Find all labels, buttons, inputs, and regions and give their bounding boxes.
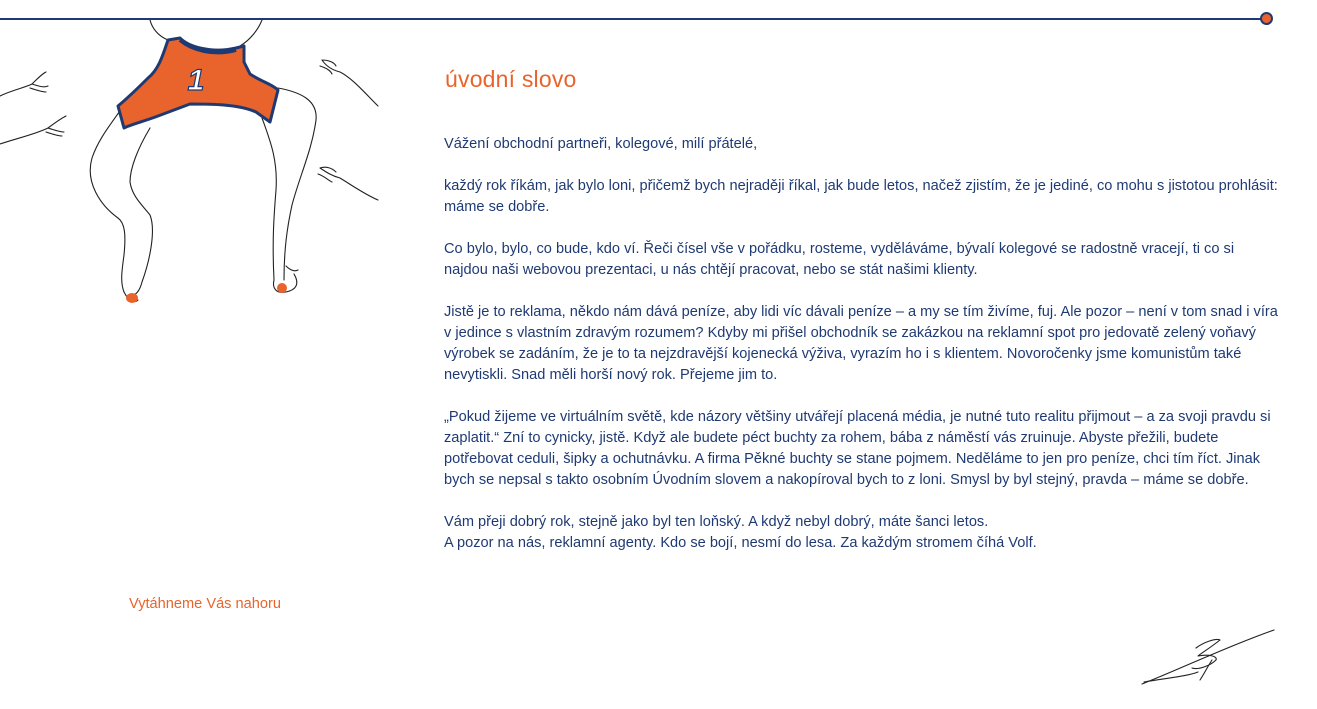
letter-paragraph: „Pokud žijeme ve virtuálním světě, kde názory většiny utvářejí placená média, je nutné tuto realitu přijmout – a za svoji pravdu si zaplatit.“ Zní to cynicky, jistě. Když ale budete péct buchty za rohem, bába z náměstí vás zruinuje. Abyste přežili, budete potřebovat ceduli, šipky a ochutnávku. A firma Pěkné buchty se stane pojmem. Neděláme to jen pro peníze, chci tím říct. Jinak bych se nepsal s takto osobním Úvodním slovem a nakopíroval bych to z loni. Smysl by byl stejný, pravda – máme se dobře. — [444, 409, 1271, 488]
athlete-illustration — [0, 20, 380, 320]
letter-paragraph: Jistě je to reklama, někdo nám dává peníze, aby lidi víc dávali peníze – a my se tím živíme, fuj. Ale pozor – není v tom snad i víra v jedince s vlastním zdravým rozumem? Kdyby mi přišel obchodník se zakázkou na reklamní spot pro jedovatě zelený voňavý výrobek se zadáním, že je to ta nejzdravější kojenecká výživa, vyrazím ho i s klientem. Novoročenky jsme komunistům také nevytiskli. Snad měli horší nový rok. Přejeme jim to. — [444, 304, 1278, 383]
letter-greeting: Vážení obchodní partneři, kolegové, milí přátelé, — [444, 136, 758, 152]
signature-icon — [1138, 626, 1278, 688]
jersey-number: 1 — [187, 64, 205, 97]
page-title: úvodní slovo — [445, 66, 577, 92]
slogan: Vytáhneme Vás nahoru — [129, 596, 281, 612]
header-rule-dot — [1260, 12, 1273, 25]
letter-closing-line: Vám přeji dobrý rok, stejně jako byl ten loňský. A když nebyl dobrý, máte šanci letos. — [444, 514, 989, 530]
letter-paragraph: Co bylo, bylo, co bude, kdo ví. Řeči čísel vše v pořádku, rosteme, vyděláváme, bývalí kolegové se radostně vracejí, ti co si najdou naši webovou prezentaci, u nás chtějí pracovat, nebo se stát našimi klienty. — [444, 241, 1235, 278]
letter-body — [444, 134, 1280, 554]
letter-closing-line: A pozor na nás, reklamní agenty. Kdo se bojí, nesmí do lesa. Za každým stromem číhá Volf. — [444, 535, 1037, 551]
letter-paragraph: každý rok říkám, jak bylo loni, přičemž bych nejraději říkal, jak bude letos, načež zjistím, že je jediné, co mohu s jistotou prohlásit: máme se dobře. — [444, 178, 1278, 215]
